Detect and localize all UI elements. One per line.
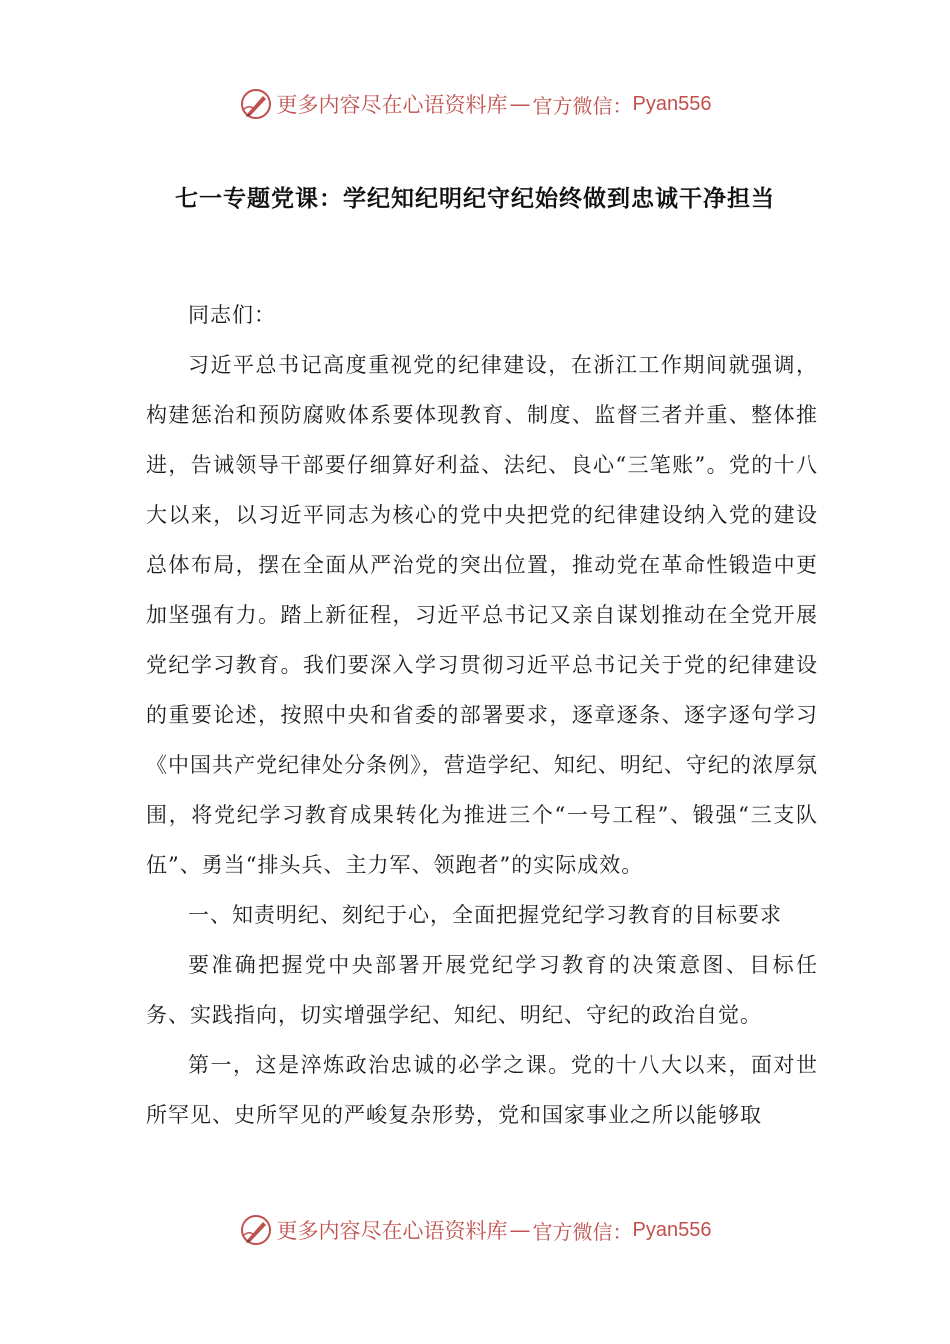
banner-text: 更多内容尽在心语资料库: [276, 93, 508, 117]
banner-wechat-id: Pyan556: [632, 92, 712, 115]
pen-logo-icon: [239, 87, 273, 121]
header-banner: [0, 82, 950, 126]
document-title: 七一专题党课：学纪知纪明纪守纪始终做到忠诚干净担当: [175, 186, 775, 212]
paragraph: 习近平总书记高度重视党的纪律建设，在浙江工作期间就强调，构建惩治和预防腐败体系要体现教育、制度、监督三者并重、整体推进，告诫领导干部要仔细算好利益、法纪、良心“三笔账”。党的十八大以来，以习近平同志为核心的党中央把党的纪律建设纳入党的建设总体布局，摆在全面从严治党的突出位置，推动党在革命性锻造中更加坚强有力。踏上新征程，习近平总书记又亲自谋划推动在全党开展党纪学习教育。我们要深入学习贯彻习近平总书记关于党的纪律建设的重要论述，按照中央和省委的部署要求，逐章逐条、逐字逐句学习《中国共产党纪律处分条例》，营造学纪、知纪、明纪、守纪的浓厚氛围，将党纪学习教育成果转化为推进三个“一号工程”、锻强“三支队伍”、勇当“排头兵、主力军、领跑者”的实际成效。: [146, 353, 818, 877]
paragraph: 要准确把握党中央部署开展党纪学习教育的决策意图、目标任务、实践指向，切实增强学纪、知纪、明纪、守纪的政治自觉。: [146, 953, 818, 1027]
pen-logo-icon: [239, 1213, 273, 1247]
banner-wechat-label: 官方微信：: [532, 1219, 633, 1244]
document-body: [146, 290, 818, 1140]
banner-dash: —: [509, 92, 531, 116]
banner-wechat-label: 官方微信：: [532, 93, 633, 118]
salutation: 同志们：: [188, 303, 276, 327]
paragraph: 第一，这是淬炼政治忠诚的必学之课。党的十八大以来，面对世所罕见、史所罕见的严峻复杂形势，党和国家事业之所以能够取: [146, 1053, 818, 1127]
banner-text: 更多内容尽在心语资料库: [276, 1219, 508, 1243]
footer-banner: [0, 1208, 950, 1252]
banner-dash: —: [509, 1218, 531, 1242]
section-heading: 一、知责明纪、刻纪于心，全面把握党纪学习教育的目标要求: [188, 903, 782, 927]
banner-wechat-id: Pyan556: [632, 1218, 712, 1241]
